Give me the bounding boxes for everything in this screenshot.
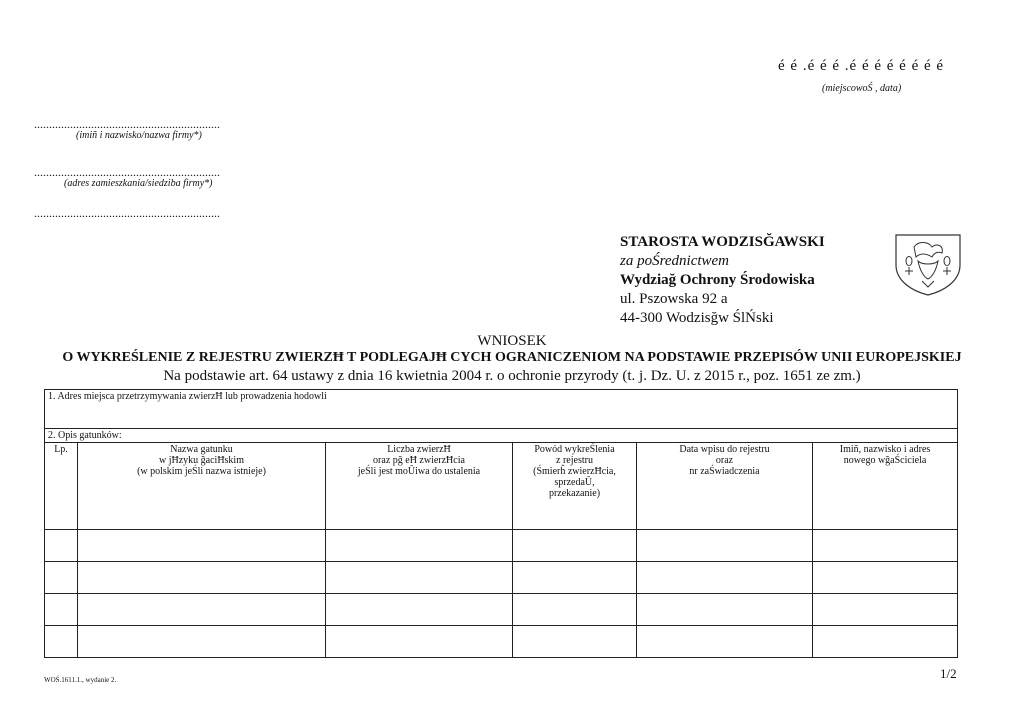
col-count-header xyxy=(326,443,513,530)
cell[interactable] xyxy=(637,530,813,562)
cell[interactable] xyxy=(813,530,958,562)
cell[interactable] xyxy=(326,530,513,562)
recipient-street: ul. Pszowska 92 a xyxy=(620,291,728,307)
col-species-header xyxy=(78,443,326,530)
date-dots[interactable]: é é .é é é .é é é é é é é é xyxy=(778,58,945,74)
name-caption: (imiñ i nazwisko/nazwa firmy*) xyxy=(76,130,202,141)
cell[interactable] xyxy=(45,562,78,594)
table-row[interactable] xyxy=(45,562,958,594)
col-owner-header xyxy=(813,443,958,530)
form-code: WOŚ.1611.1., wydanie 2. xyxy=(44,676,117,684)
cell[interactable] xyxy=(326,594,513,626)
cell[interactable] xyxy=(326,562,513,594)
cell[interactable] xyxy=(78,626,326,658)
date-caption: (miejscowoŚ , data) xyxy=(822,83,902,94)
cell[interactable] xyxy=(813,594,958,626)
recipient-title: STAROSTA WODZISĞAWSKI xyxy=(620,234,825,250)
cell[interactable] xyxy=(78,594,326,626)
extra-field[interactable]: .............................................................. xyxy=(34,206,220,220)
legal-basis: Na podstawie art. 64 ustawy z dnia 16 kwietnia 2004 r. o ochronie przyrody (t. j. Dz. U. z 2015 r., poz. 1651 ze zm.) xyxy=(163,368,861,384)
cell[interactable] xyxy=(45,626,78,658)
cell[interactable] xyxy=(326,626,513,658)
cell[interactable] xyxy=(813,562,958,594)
recipient-via: za poŚrednictwem xyxy=(620,253,730,269)
table-row[interactable] xyxy=(45,626,958,658)
form-subtitle: O WYKREŚLENIE Z REJESTRU ZWIERZĦ T PODLEGAJĦ CYCH OGRANICZENIOM NA PODSTAWIE PRZEPISÓW UNII EUROPEJSKIEJ xyxy=(62,350,962,365)
col-count-text: Liczba zwierzĦ oraz pğ eĦ zwierzĦcia jeŚli jest moŬiwa do ustalenia xyxy=(357,444,481,477)
cell[interactable] xyxy=(637,594,813,626)
col-date-header xyxy=(637,443,813,530)
col-lp-text: Lp. xyxy=(54,444,68,455)
col-reason-text: Powód wykreŚlenia z rejestru (Śmierĥ zwierzĦcia, sprzedaŬ, przekazanie) xyxy=(533,444,616,499)
address-row[interactable] xyxy=(45,390,958,429)
coat-of-arms-icon xyxy=(892,231,964,297)
cell[interactable] xyxy=(513,530,637,562)
col-reason-header xyxy=(513,443,637,530)
table-row[interactable] xyxy=(45,594,958,626)
cell[interactable] xyxy=(813,626,958,658)
cell[interactable] xyxy=(637,626,813,658)
address-field[interactable]: .............................................................. xyxy=(34,165,220,179)
cell[interactable] xyxy=(637,562,813,594)
col-date-text: Data wpisu do rejestru oraz nr zaŚwiadczenia xyxy=(679,444,770,477)
recipient-block xyxy=(620,233,825,328)
recipient-city: 44-300 Wodzisğw ŚlŃski xyxy=(620,310,774,326)
species-label: 2. Opis gatunków: xyxy=(48,430,122,441)
recipient-department: Wydziağ Ochrony Środowiska xyxy=(620,272,815,288)
col-owner-text: Imiñ, nazwisko i adres nowego wğaŚciciela xyxy=(839,444,931,466)
name-field[interactable]: .............................................................. xyxy=(34,117,220,131)
cell[interactable] xyxy=(513,626,637,658)
cell[interactable] xyxy=(513,562,637,594)
species-row xyxy=(45,429,958,443)
col-lp-header xyxy=(45,443,78,530)
address-caption: (adres zamieszkania/siedziba firmy*) xyxy=(64,178,213,189)
col-species-text: Nazwa gatunku w jĦzyku ğaciĦskim (w polskim jeŚli nazwa istnieje) xyxy=(137,444,266,477)
cell[interactable] xyxy=(78,530,326,562)
form-title: WNIOSEK xyxy=(477,333,547,349)
page-number: 1/2 xyxy=(940,666,957,681)
cell[interactable] xyxy=(513,594,637,626)
address-label: 1. Adres miejsca przetrzymywania zwierzĦ lub prowadzenia hodowli xyxy=(48,391,327,402)
species-table xyxy=(44,389,958,658)
cell[interactable] xyxy=(45,594,78,626)
table-row[interactable] xyxy=(45,530,958,562)
cell[interactable] xyxy=(45,530,78,562)
cell[interactable] xyxy=(78,562,326,594)
